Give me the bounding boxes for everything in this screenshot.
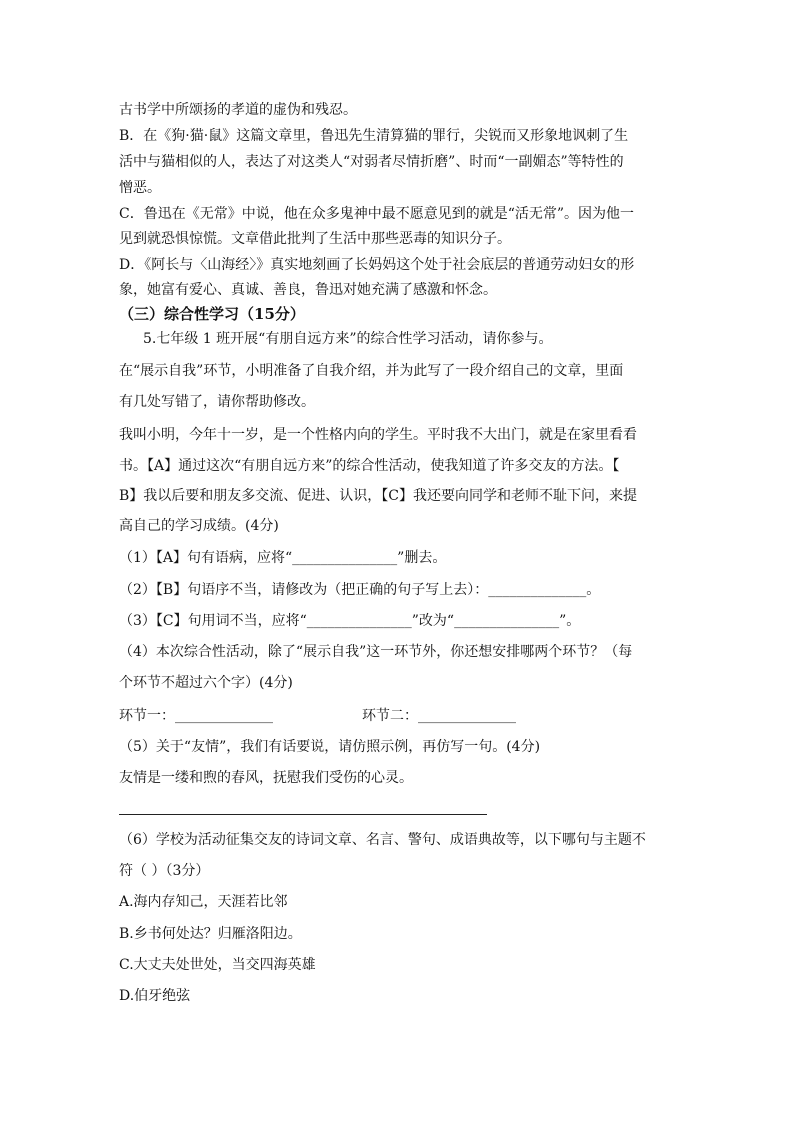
passage-line-4: 高自己的学习成绩。(4分) [119,518,279,534]
q5-context-line-1: 在“展示自我”环节，小明准备了自我介绍，并为此写了一段介绍自己的文章，里面 [119,363,624,379]
choice-b: B.乡书何处达？归雁洛阳边。 [119,926,302,942]
sub-question-5: （5）关于“友情”，我们有话要说，请仿照示例，再仿写一句。(4分) [119,739,541,755]
choice-d: D.伯牙绝弦 [119,988,191,1004]
section-heading: （三）综合性学习（15分） [119,305,305,323]
q5-intro: 5.七年级 1 班开展“有朋自远方来”的综合性学习活动，请你参与。 [143,331,553,347]
option-c-line-1: C．鲁迅在《无常》中说，他在众多鬼神中最不愿意见到的就是“活无常”。因为他一 [119,206,635,222]
option-b-line-2: 活中与猫相似的人，表达了对这类人“对弱者尽情折磨”、时而“一副媚态”等特性的 [119,154,624,170]
sub-question-2: （2）【B】句语序不当，请修改为（把正确的句子写上去）：______________。 [119,582,601,598]
sub-question-6-line-1: （6）学校为活动征集交友的诗词文章、名言、警句、成语典故等，以下哪句与主题不 [119,832,646,848]
choice-c: C.大丈夫处世处，当交四海英雄 [119,957,316,973]
option-b-line-3: 憎恶。 [119,180,161,196]
sub-question-1: （1）【A】句有语病，应将“_______________”删去。 [119,550,447,566]
link-one-blank: 环节一：______________ [119,708,273,724]
sub-question-4-line-2: 个环节不超过六个字）(4分) [119,675,293,691]
option-d-line-1: D．《阿长与〈山海经〉》真实地刻画了长妈妈这个处于社会底层的普通劳动妇女的形 [119,257,635,273]
sub-question-4-line-1: （4）本次综合性活动，除了“展示自我”这一环节外，你还想安排哪两个环节？（每 [119,644,633,660]
sub-question-3: （3）【C】句用词不当，应将“_______________”改为“_______________”。 [119,613,581,629]
passage-line-3: B】我以后要和朋友多交流、促进、认识，【C】我还要向同学和老师不耻下问，来提 [119,488,637,504]
example-sentence: 友情是一缕和煦的春风，抚慰我们受伤的心灵。 [119,770,413,786]
option-a-tail: 古书学中所颂扬的孝道的虚伪和残忍。 [119,102,357,118]
passage-line-2: 书。【A】通过这次“有朋自远方来”的综合性活动，使我知道了许多交友的方法。【 [119,458,620,474]
choice-a: A.海内存知己，天涯若比邻 [119,894,288,910]
answer-line [119,814,487,815]
option-c-line-2: 见到就恐惧惊慌。文章借此批判了生活中那些恶毒的知识分子。 [119,231,511,247]
option-b-line-1: B．在《狗·猫·鼠》这篇文章里，鲁迅先生清算猫的罪行，尖锐而又形象地讽刺了生 [119,128,629,144]
sub-question-6-line-2: 符（ ）（3分） [119,863,210,879]
link-two-blank: 环节二：______________ [362,708,516,724]
q5-context-line-2: 有几处写错了，请你帮助修改。 [119,394,315,410]
option-d-line-2: 象，她富有爱心、真诚、善良，鲁迅对她充满了感激和怀念。 [119,282,497,298]
passage-line-1: 我叫小明，今年十一岁，是一个性格内向的学生。平时我不大出门，就是在家里看看 [119,427,637,443]
